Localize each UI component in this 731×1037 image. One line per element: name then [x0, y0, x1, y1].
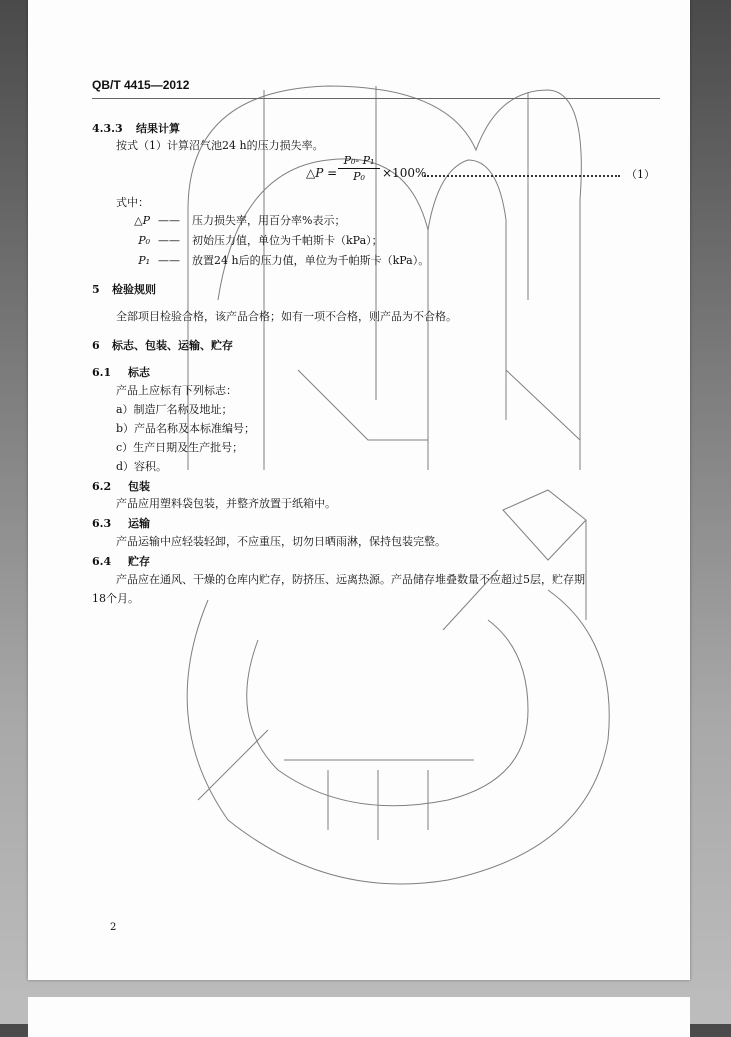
list-item: c）生产日期及生产批号； [116, 441, 244, 454]
section-title-6-2: 包装 [128, 480, 150, 493]
def-text: 压力损失率，用百分率%表示； [192, 214, 346, 227]
page-number: 2 [110, 922, 117, 933]
formula-denominator: P₀ [353, 170, 365, 183]
section-title-6-3: 运输 [128, 517, 150, 530]
section-number-6-4: 6.4 [92, 555, 112, 568]
section-title-6-4: 贮存 [128, 555, 150, 568]
formula-lhs: △P = [306, 166, 338, 180]
def-dash: —— [158, 254, 180, 267]
section-text-6-4-line2: 18个月。 [92, 592, 139, 605]
section-intro-4-3-3: 按式（1）计算沼气池24 h的压力损失率。 [116, 139, 324, 152]
def-symbol: P₁ [138, 254, 150, 267]
def-text: 放置24 h后的压力值，单位为千帕斯卡（kPa）。 [192, 254, 430, 267]
header-rule [92, 98, 660, 99]
next-page-edge [28, 997, 690, 1037]
section-title-6: 标志、包装、运输、贮存 [112, 339, 233, 352]
def-symbol: △P [134, 214, 150, 227]
def-dash: —— [158, 214, 180, 227]
section-number-4-3-3: 4.3.3 [92, 122, 123, 135]
section-title-4-3-3: 结果计算 [136, 122, 180, 135]
formula-percent: ×100% [382, 166, 427, 180]
list-item: b）产品名称及本标准编号； [116, 422, 256, 435]
list-item: a）制造厂名称及地址； [116, 403, 233, 416]
formula-numerator: P₀- P₁ [338, 154, 380, 169]
section-intro-6-1: 产品上应标有下列标志： [116, 384, 237, 397]
def-dash: —— [158, 234, 180, 247]
section-number-6-1: 6.1 [92, 366, 112, 379]
def-symbol: P₀ [138, 234, 150, 247]
section-number-6-3: 6.3 [92, 517, 112, 530]
where-label: 式中： [116, 196, 149, 209]
document-page [28, 0, 690, 980]
section-title-6-1: 标志 [128, 366, 150, 379]
standard-number: QB/T 4415—2012 [92, 78, 190, 92]
equation-number: （1） [626, 168, 655, 181]
formula-fraction [338, 154, 380, 183]
section-text-6-4-line1: 产品应在通风、干燥的仓库内贮存，防挤压、远离热源。产品储存堆叠数量不应超过5层，贮存期 [116, 573, 585, 586]
section-number-6: 6 [92, 339, 100, 352]
section-text-5: 全部项目检验合格，该产品合格；如有一项不合格，则产品为不合格。 [116, 310, 457, 323]
section-text-6-3: 产品运输中应轻装轻卸，不应重压，切勿日晒雨淋，保持包装完整。 [116, 535, 446, 548]
def-text: 初始压力值，单位为千帕斯卡（kPa）； [192, 234, 383, 247]
list-item: d）容积。 [116, 460, 168, 473]
section-number-6-2: 6.2 [92, 480, 112, 493]
section-number-5: 5 [92, 283, 100, 296]
section-title-5: 检验规则 [112, 283, 156, 296]
section-text-6-2: 产品应用塑料袋包装，并整齐放置于纸箱中。 [116, 497, 336, 510]
formula-leader-dots [424, 175, 620, 177]
